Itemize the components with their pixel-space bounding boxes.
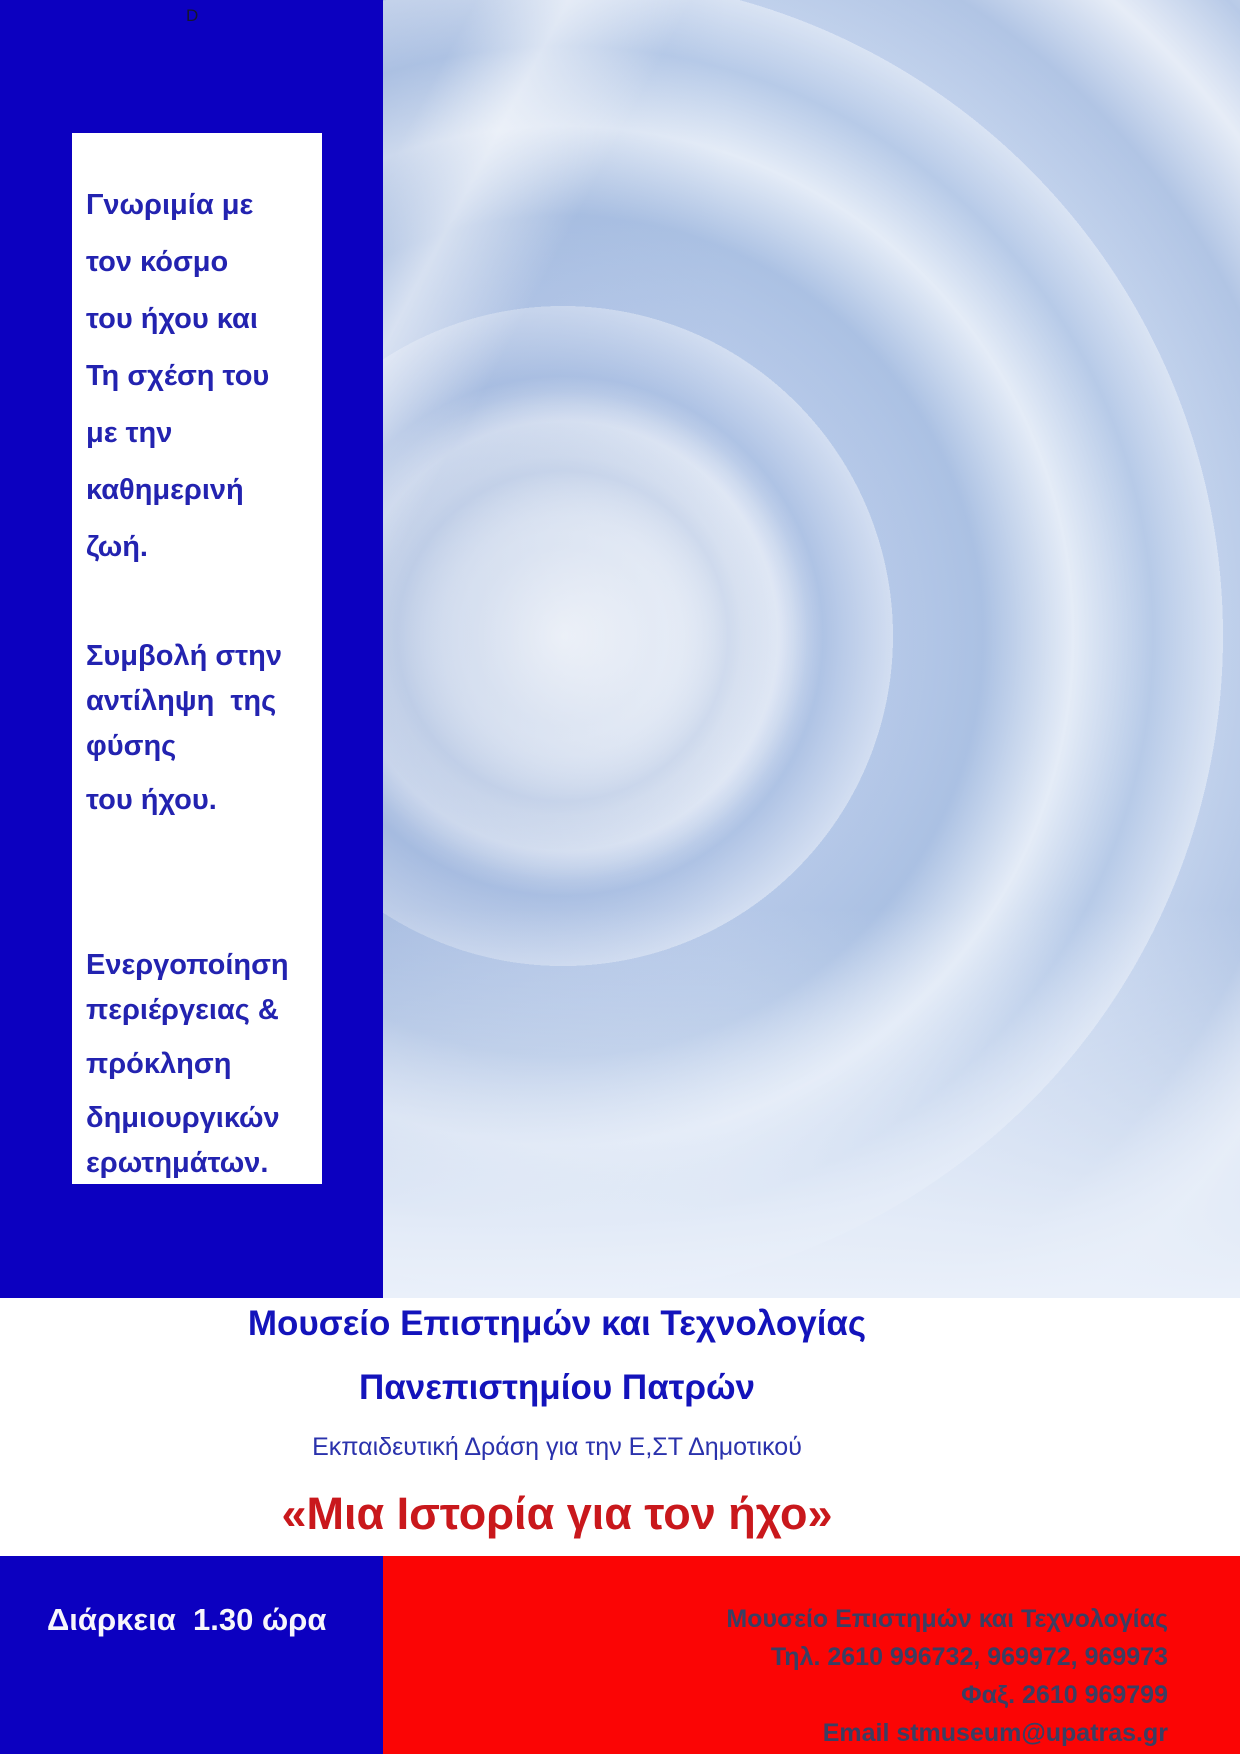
info-line: τον κόσμο	[86, 246, 229, 278]
info-line: πρόκληση	[86, 1048, 232, 1080]
info-line: Γνωριμία με	[86, 189, 254, 221]
info-line: με την	[86, 417, 173, 449]
titles-block	[0, 1302, 1114, 1540]
contact-email: Email stmuseum@upatras.gr	[822, 1719, 1168, 1747]
water-ripple-image	[383, 0, 1240, 1298]
education-subtitle: Εκπαιδευτική Δράση για την Ε,ΣΤ Δημοτικού	[312, 1433, 802, 1461]
footer-red-band	[383, 1556, 1240, 1754]
info-line: φύσης	[86, 730, 177, 762]
info-line: του ήχου και	[86, 303, 258, 335]
info-line: περιέργειας &	[86, 994, 279, 1026]
info-line: Συμβολή στην	[86, 640, 282, 672]
contact-fax: Φαξ. 2610 969799	[961, 1681, 1168, 1709]
info-line: του ήχου.	[86, 784, 217, 816]
info-line: ζωή.	[86, 531, 148, 563]
info-line: αντίληψη της	[86, 685, 277, 717]
footer-blue-band	[0, 1556, 383, 1754]
event-title: «Μια Ιστορία για τον ήχο»	[281, 1488, 833, 1539]
museum-title-line1: Μουσείο Επιστημών και Τεχνολογίας	[247, 1304, 867, 1343]
info-line: καθημερινή	[86, 474, 244, 506]
stray-character: D	[186, 6, 199, 25]
museum-title-line2: Πανεπιστημίου Πατρών	[358, 1368, 756, 1407]
info-line: Τη σχέση του	[86, 360, 270, 392]
info-box	[72, 133, 322, 1184]
info-line: Ενεργοποίηση	[86, 949, 289, 981]
info-line: δημιουργικών	[86, 1102, 280, 1134]
info-line: ερωτημάτων.	[86, 1147, 269, 1179]
contact-museum-name: Μουσείο Επιστημών και Τεχνολογίας	[726, 1605, 1168, 1633]
contact-phone: Τηλ. 2610 996732, 969972, 969973	[770, 1643, 1168, 1671]
duration-label: Διάρκεια 1.30 ώρα	[47, 1602, 327, 1637]
